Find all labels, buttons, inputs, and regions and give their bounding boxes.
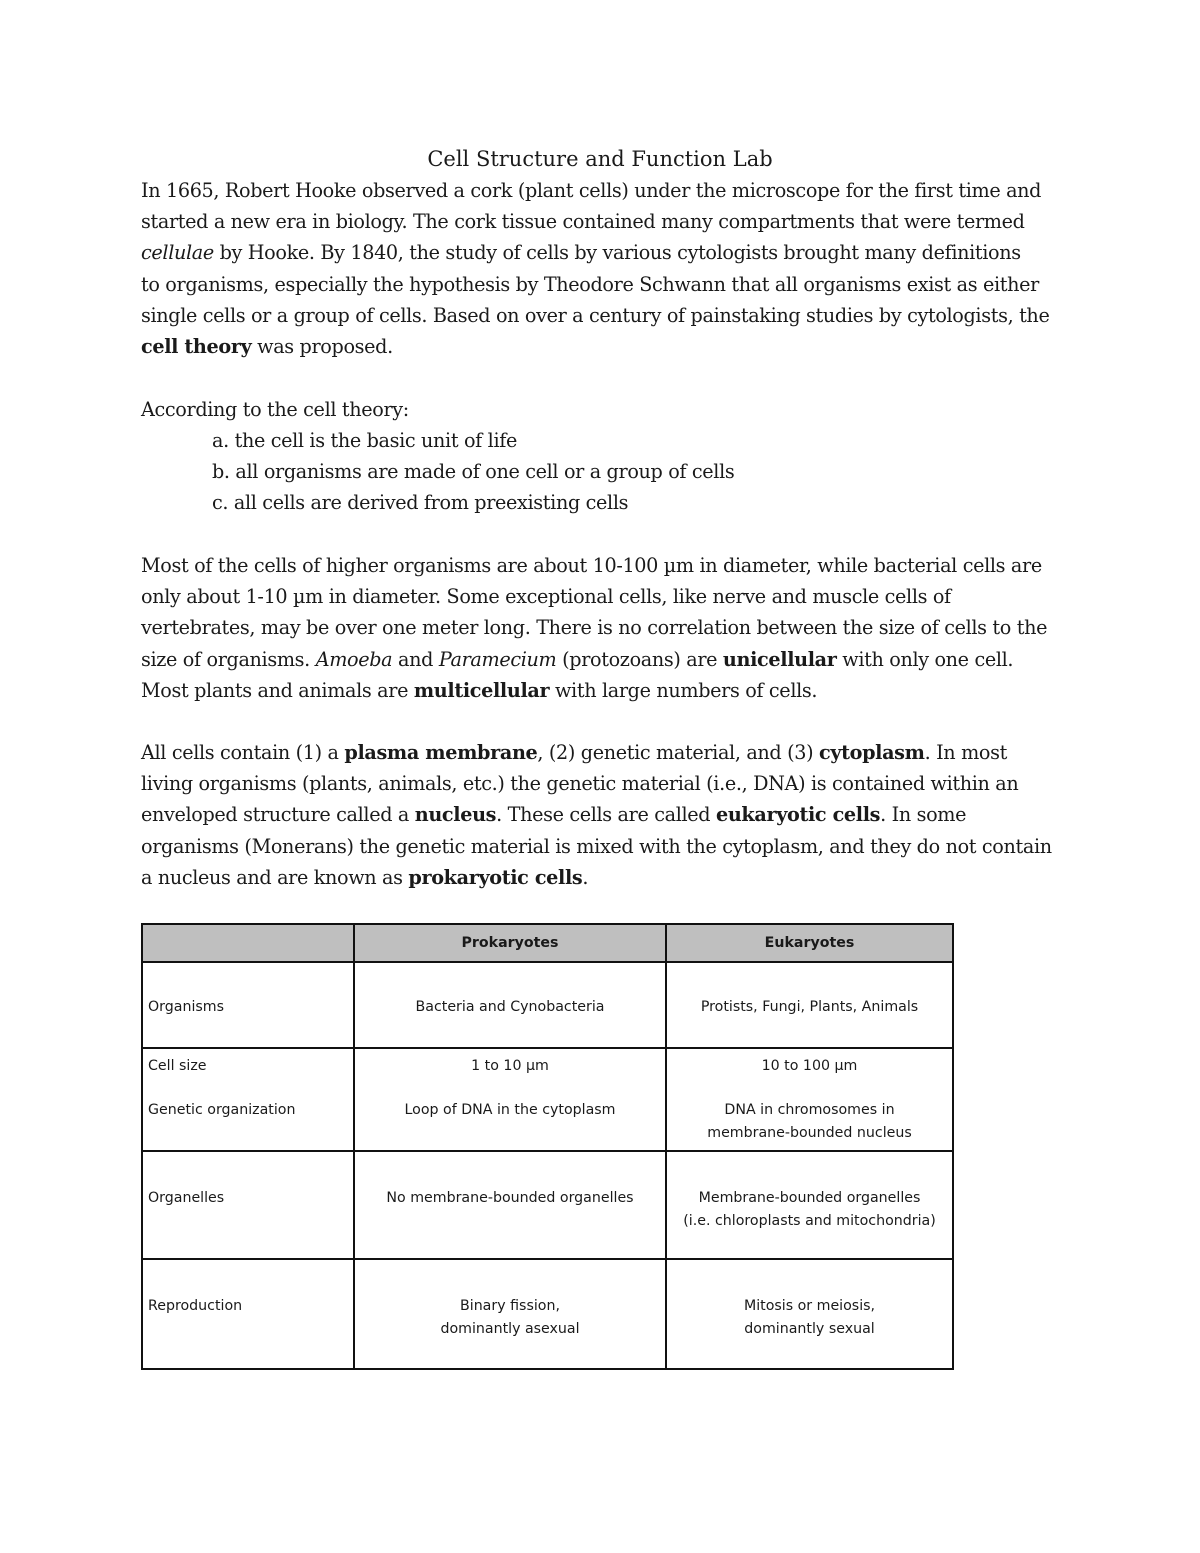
- contents-line-2: living organisms (plants, animals, etc.) the genetic material (i.e., DNA) is contained within an: [141, 772, 1019, 796]
- term-cell-theory: cell theory: [141, 335, 252, 359]
- size-paragraph: [141, 550, 1071, 706]
- term-multicellular: multicellular: [413, 678, 550, 702]
- size-line-2: only about 1-10 µm in diameter. Some exceptional cells, like nerve and muscle cells of: [141, 585, 951, 609]
- intro-line-1: In 1665, Robert Hooke observed a cork (plant cells) under the microscope for the first time and: [141, 179, 1042, 202]
- intro-line-3: cellulae by Hooke. By 1840, the study of cells by various cytologists brought many definitions: [141, 241, 1021, 265]
- table-row: Organelles No membrane-bounded organelles Membrane-bounded organelles (i.e. chloroplasts and mitochondria): [142, 1151, 953, 1259]
- intro-line-5: single cells or a group of cells. Based on over a century of painstaking studies by cytologists, the: [141, 303, 1050, 327]
- list-item: a. the cell is the basic unit of life: [212, 429, 517, 452]
- term-prokaryotic-cells: prokaryotic cells: [408, 865, 583, 889]
- contents-line-5: a nucleus and are known as prokaryotic cells.: [141, 865, 589, 889]
- header-eukaryotes: Eukaryotes: [666, 924, 953, 962]
- contents-line-1: All cells contain (1) a plasma membrane, (2) genetic material, and (3) cytoplasm. In most: [141, 741, 1007, 764]
- row-label-cell-size: Cell size: [148, 1058, 207, 1074]
- comparison-table: [141, 923, 954, 1370]
- intro-line-6: cell theory was proposed.: [141, 335, 393, 359]
- row-label-reproduction: Reproduction: [148, 1298, 243, 1314]
- contents-line-4: organisms (Monerans) the genetic material is mixed with the cytoplasm, and they do not contain: [141, 834, 1052, 858]
- table-row: Reproduction Binary fission, dominantly asexual Mitosis or meiosis, dominantly sexual: [142, 1259, 953, 1369]
- term-paramecium: Paramecium: [438, 647, 557, 671]
- row-label-organelles: Organelles: [148, 1190, 225, 1206]
- row-label-genetic-organization: Genetic organization: [148, 1102, 296, 1118]
- list-item: c. all cells are derived from preexisting cells: [212, 491, 629, 515]
- term-eukaryotic-cells: eukaryotic cells: [715, 803, 881, 827]
- size-line-3: vertebrates, may be over one meter long. There is no correlation between the size of cells to the: [141, 616, 1048, 640]
- table-row: Cell size Genetic organization 1 to 10 µm Loop of DNA in the cytoplasm 10 to 100 µm DNA in chromosomes in membrane-bounded nucleus: [142, 1048, 953, 1151]
- contents-line-3: enveloped structure called a nucleus. These cells are called eukaryotic cells. In some: [141, 803, 967, 827]
- theory-list: [212, 425, 1012, 519]
- row-label-organisms: Organisms: [148, 999, 224, 1015]
- term-cytoplasm: cytoplasm: [818, 741, 925, 764]
- table-row: Organisms Bacteria and Cynobacteria Protists, Fungi, Plants, Animals: [142, 962, 953, 1048]
- term-cellulae: cellulae: [141, 241, 214, 265]
- intro-line-2: started a new era in biology. The cork tissue contained many compartments that were termed: [141, 210, 1025, 234]
- intro-paragraph: [141, 175, 1071, 362]
- intro-line-4: to organisms, especially the hypothesis by Theodore Schwann that all organisms exist as either: [141, 272, 1039, 296]
- term-nucleus: nucleus: [414, 803, 497, 827]
- size-line-5: Most plants and animals are multicellular with large numbers of cells.: [141, 678, 818, 702]
- theory-lead: According to the cell theory:: [141, 398, 409, 421]
- header-empty: [142, 924, 354, 962]
- header-prokaryotes: Prokaryotes: [354, 924, 666, 962]
- contents-paragraph: [141, 737, 1071, 893]
- size-line-1: Most of the cells of higher organisms are about 10-100 µm in diameter, while bacterial cells are: [141, 554, 1042, 577]
- term-plasma-membrane: plasma membrane: [344, 741, 538, 764]
- table-header-row: [142, 924, 953, 962]
- page-title: Cell Structure and Function Lab: [427, 147, 773, 171]
- list-item: b. all organisms are made of one cell or a group of cells: [212, 460, 735, 484]
- term-unicellular: unicellular: [722, 647, 837, 671]
- size-line-4: size of organisms. Amoeba and Paramecium (protozoans) are unicellular with only one cell.: [141, 647, 1014, 671]
- term-amoeba: Amoeba: [315, 647, 393, 671]
